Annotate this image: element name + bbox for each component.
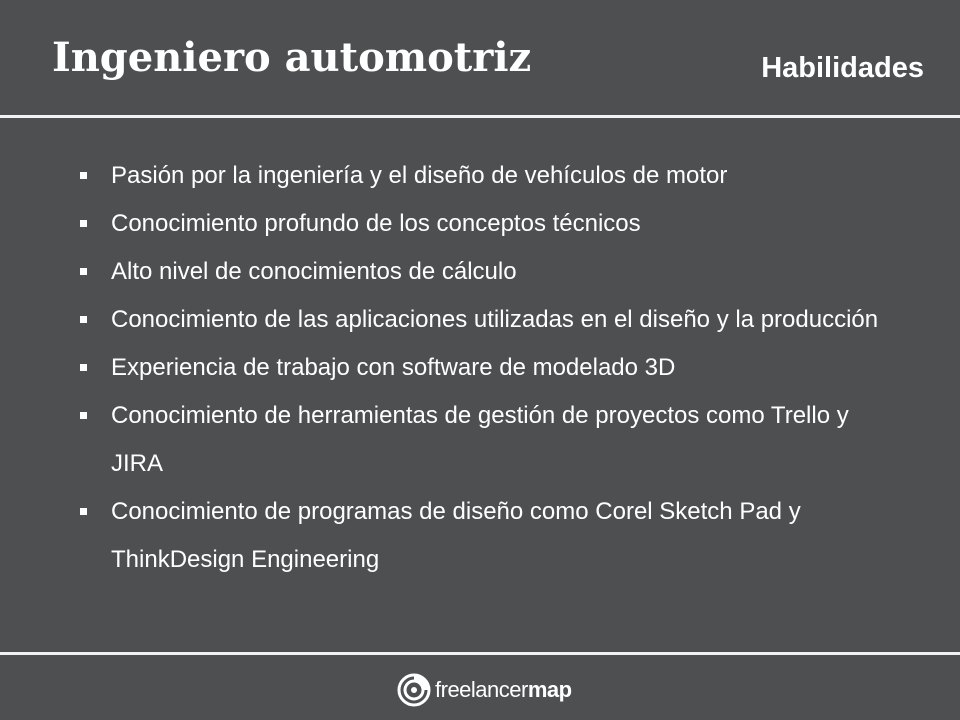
skill-item	[80, 200, 880, 248]
square-bullet-icon	[80, 412, 87, 419]
logo-wordmark	[435, 673, 572, 707]
skill-text: Conocimiento de las aplicaciones utilizadas en el diseño y la producción	[111, 306, 879, 333]
freelancermap-logo	[397, 672, 572, 708]
skill-text: Pasión por la ingeniería y el diseño de vehículos de motor	[111, 162, 728, 189]
skill-item	[80, 488, 880, 584]
square-bullet-icon	[80, 508, 87, 515]
skill-text: Conocimiento de programas de diseño como Corel Sketch Pad y ThinkDesign Engineering	[111, 498, 801, 573]
bottom-divider	[0, 652, 960, 655]
square-bullet-icon	[80, 364, 87, 371]
square-bullet-icon	[80, 268, 87, 275]
freelancermap-logo-icon	[397, 673, 431, 707]
square-bullet-icon	[80, 172, 87, 179]
skill-text: Conocimiento de herramientas de gestión de proyectos como Trello y JIRA	[111, 402, 849, 477]
square-bullet-icon	[80, 316, 87, 323]
skill-item	[80, 296, 880, 344]
skills-list	[80, 152, 880, 584]
skill-text: Alto nivel de conocimientos de cálculo	[111, 258, 517, 285]
section-subtitle: Habilidades	[761, 52, 924, 84]
skill-text: Experiencia de trabajo con software de modelado 3D	[111, 354, 676, 381]
skill-item	[80, 392, 880, 488]
top-divider	[0, 115, 960, 118]
skill-text: Conocimiento profundo de los conceptos técnicos	[111, 210, 641, 237]
skill-item	[80, 248, 880, 296]
skill-item	[80, 152, 880, 200]
square-bullet-icon	[80, 220, 87, 227]
logo-text-light: freelancer	[435, 677, 528, 702]
skill-item	[80, 344, 880, 392]
page-title: Ingeniero automotriz	[52, 34, 532, 81]
logo-text-bold: map	[527, 677, 572, 702]
